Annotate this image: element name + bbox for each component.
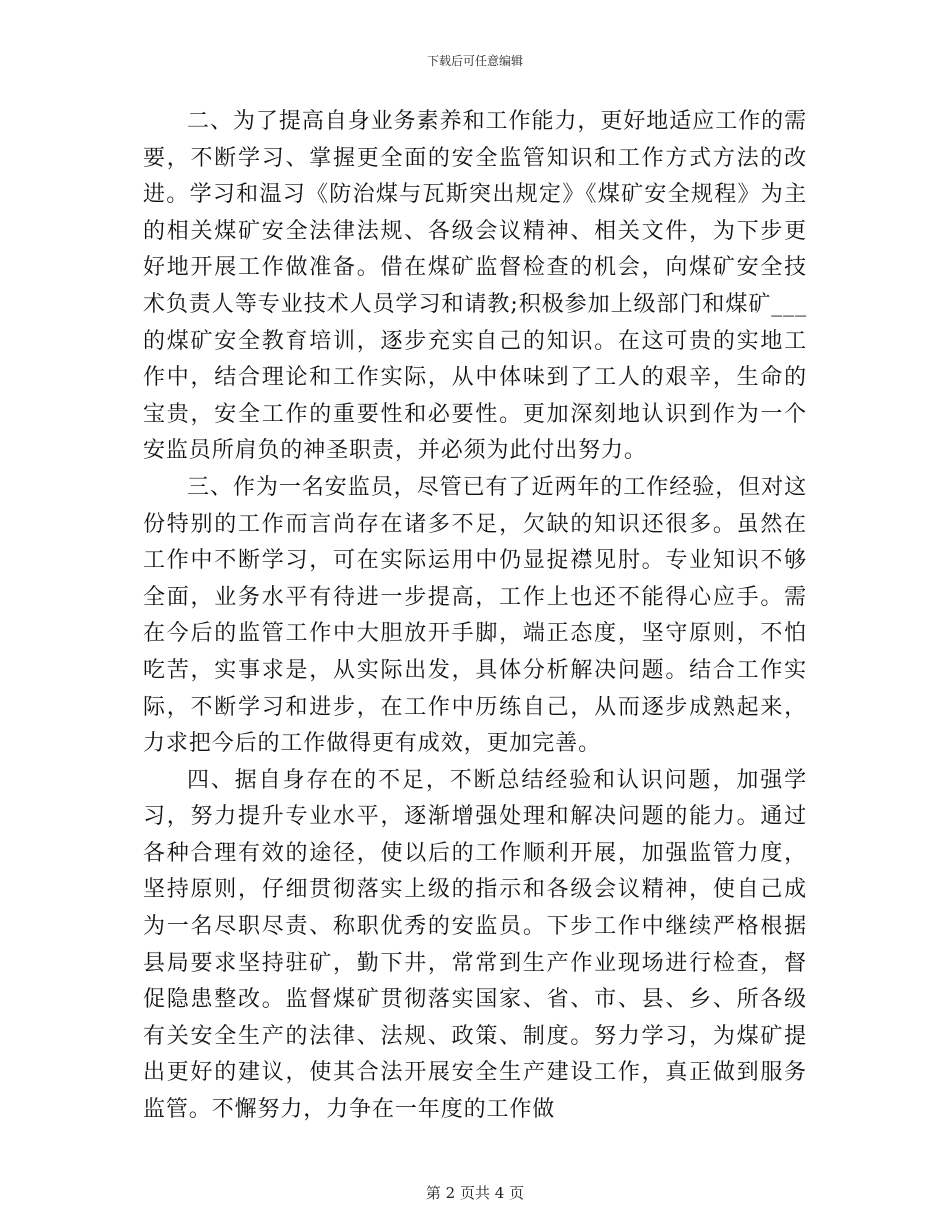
document-body [143,104,807,1129]
paragraph-3: 三、作为一名安监员，尽管已有了近两年的工作经验，但对这份特别的工作而言尚存在诸多不足，欠缺的知识还很多。虽然在工作中不断学习，可在实际运用中仍显捉襟见肘。专业知识不够全面，业务水平有待进一步提高，工作上也还不能得心应手。需在今后的监管工作中大胆放开手脚，端正态度，坚守原则，不怕吃苦，实事求是，从实际出发，具体分析解决问题。结合工作实际，不断学习和进步，在工作中历练自己，从而逐步成熟起来，力求把今后的工作做得更有成效，更加完善。 [143,474,807,757]
page-header: 下载后可任意编辑 [426,54,523,68]
paragraph-4: 四、据自身存在的不足，不断总结经验和认识问题，加强学习，努力提升专业水平，逐渐增强处理和解决问题的能力。通过各种合理有效的途径，使以后的工作顺利开展，加强监管力度，坚持原则，仔细贯彻落实上级的指示和各级会议精神，使自己成为一名尽职尽责、称职优秀的安监员。下步工作中继续严格根据县局要求坚持驻矿，勤下井，常常到生产作业现场进行检查，督促隐患整改。监督煤矿贯彻落实国家、省、市、县、乡、所各级有关安全生产的法律、法规、政策、制度。努力学习，为煤矿提出更好的建议，使其合法开展安全生产建设工作，真正做到服务监管。不懈努力，力争在一年度的工作做 [143,767,807,1123]
page-number: 第 2 页共 4 页 [425,1184,525,1202]
paragraph-2: 二、为了提高自身业务素养和工作能力，更好地适应工作的需要，不断学习、掌握更全面的安全监管知识和工作方式方法的改进。学习和温习《防治煤与瓦斯突出规定》《煤矿安全规程》为主的相关煤矿安全法律法规、各级会议精神、相关文件，为下步更好地开展工作做准备。借在煤矿监督检查的机会，向煤矿安全技术负责人等专业技术人员学习和请教;积极参加上级部门和煤矿___的煤矿安全教育培训，逐步充实自己的知识。在这可贵的实地工作中，结合理论和工作实际，从中体味到了工人的艰辛，生命的宝贵，安全工作的重要性和必要性。更加深刻地认识到作为一个安监员所肩负的神圣职责，并必须为此付出努力。 [143,109,807,464]
